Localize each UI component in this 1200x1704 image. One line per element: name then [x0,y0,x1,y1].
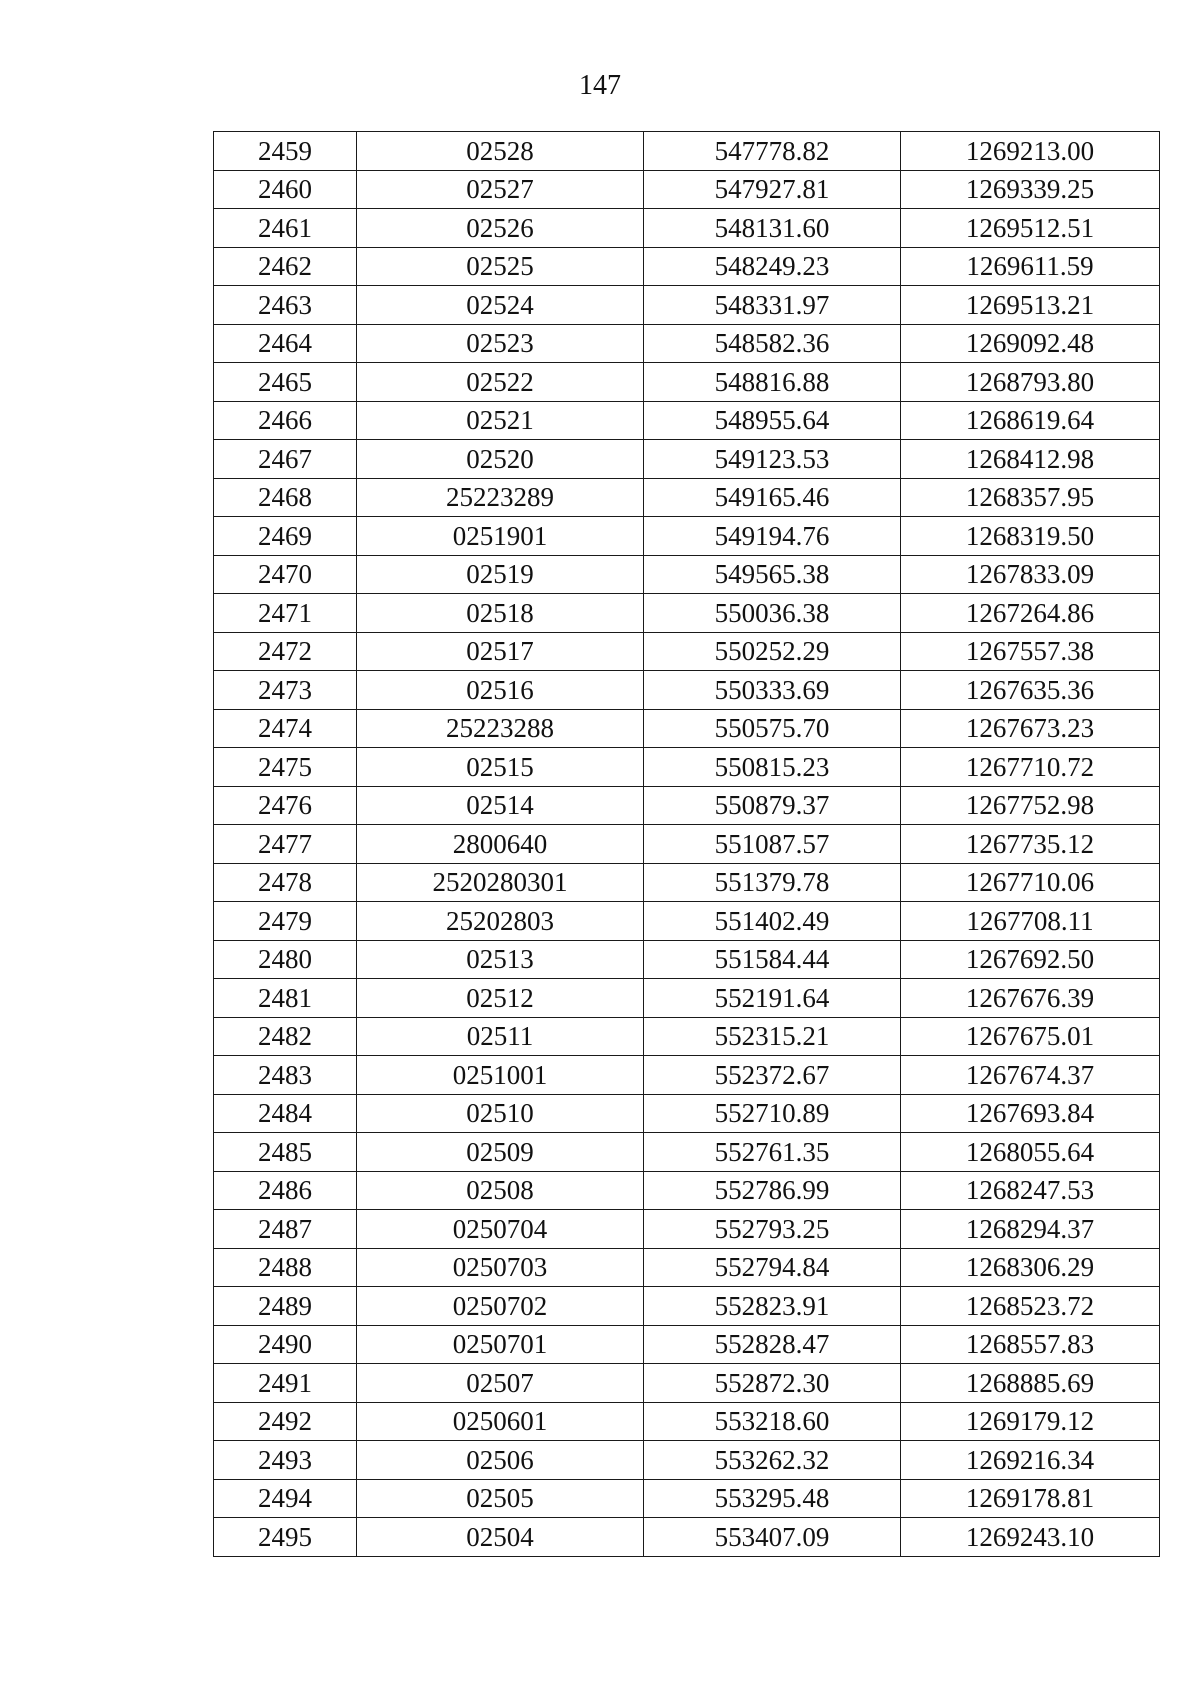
y-coordinate-cell: 1269179.12 [901,1402,1160,1441]
x-coordinate-cell: 551087.57 [644,825,901,864]
y-coordinate-cell: 1267635.36 [901,671,1160,710]
row-number-cell: 2473 [214,671,357,710]
x-coordinate-cell: 552828.47 [644,1325,901,1364]
table-row [214,1210,1160,1249]
row-number-cell: 2478 [214,863,357,902]
y-coordinate-cell: 1267752.98 [901,786,1160,825]
y-coordinate-cell: 1269513.21 [901,286,1160,325]
point-id-cell: 0250701 [357,1325,644,1364]
table-row [214,286,1160,325]
y-coordinate-cell: 1267557.38 [901,632,1160,671]
row-number-cell: 2482 [214,1017,357,1056]
x-coordinate-cell: 552793.25 [644,1210,901,1249]
point-id-cell: 02507 [357,1364,644,1403]
row-number-cell: 2485 [214,1133,357,1172]
table-row [214,748,1160,787]
table-row [214,440,1160,479]
x-coordinate-cell: 552191.64 [644,979,901,1018]
row-number-cell: 2484 [214,1094,357,1133]
x-coordinate-cell: 550879.37 [644,786,901,825]
x-coordinate-cell: 548955.64 [644,401,901,440]
row-number-cell: 2492 [214,1402,357,1441]
row-number-cell: 2479 [214,902,357,941]
row-number-cell: 2475 [214,748,357,787]
x-coordinate-cell: 549194.76 [644,517,901,556]
row-number-cell: 2480 [214,940,357,979]
point-id-cell: 02517 [357,632,644,671]
table-row [214,1479,1160,1518]
row-number-cell: 2461 [214,209,357,248]
point-id-cell: 02526 [357,209,644,248]
table-row [214,1402,1160,1441]
y-coordinate-cell: 1269092.48 [901,324,1160,363]
table-row [214,594,1160,633]
y-coordinate-cell: 1268557.83 [901,1325,1160,1364]
row-number-cell: 2470 [214,555,357,594]
y-coordinate-cell: 1269611.59 [901,247,1160,286]
x-coordinate-cell: 552794.84 [644,1248,901,1287]
point-id-cell: 02527 [357,170,644,209]
point-id-cell: 02525 [357,247,644,286]
x-coordinate-cell: 553295.48 [644,1479,901,1518]
row-number-cell: 2493 [214,1441,357,1480]
x-coordinate-cell: 548131.60 [644,209,901,248]
table-row [214,1056,1160,1095]
x-coordinate-cell: 549123.53 [644,440,901,479]
x-coordinate-cell: 548582.36 [644,324,901,363]
x-coordinate-cell: 552761.35 [644,1133,901,1172]
table-row [214,1094,1160,1133]
x-coordinate-cell: 550252.29 [644,632,901,671]
table-row [214,1133,1160,1172]
point-id-cell: 02514 [357,786,644,825]
y-coordinate-cell: 1268793.80 [901,363,1160,402]
table-row [214,1364,1160,1403]
point-id-cell: 02512 [357,979,644,1018]
table-row [214,1287,1160,1326]
x-coordinate-cell: 550575.70 [644,709,901,748]
y-coordinate-cell: 1268523.72 [901,1287,1160,1326]
row-number-cell: 2459 [214,132,357,171]
x-coordinate-cell: 552372.67 [644,1056,901,1095]
x-coordinate-cell: 552786.99 [644,1171,901,1210]
x-coordinate-cell: 552710.89 [644,1094,901,1133]
table-row [214,1441,1160,1480]
row-number-cell: 2460 [214,170,357,209]
y-coordinate-cell: 1267708.11 [901,902,1160,941]
table-row [214,132,1160,171]
point-id-cell: 02506 [357,1441,644,1480]
page-number: 147 [579,70,621,101]
y-coordinate-cell: 1268306.29 [901,1248,1160,1287]
x-coordinate-cell: 547927.81 [644,170,901,209]
row-number-cell: 2469 [214,517,357,556]
x-coordinate-cell: 551402.49 [644,902,901,941]
table-row [214,1171,1160,1210]
y-coordinate-cell: 1269178.81 [901,1479,1160,1518]
row-number-cell: 2494 [214,1479,357,1518]
x-coordinate-cell: 550815.23 [644,748,901,787]
table-row [214,786,1160,825]
table-row [214,940,1160,979]
point-id-cell: 0250704 [357,1210,644,1249]
row-number-cell: 2476 [214,786,357,825]
y-coordinate-cell: 1268247.53 [901,1171,1160,1210]
table-row [214,1017,1160,1056]
x-coordinate-cell: 552823.91 [644,1287,901,1326]
y-coordinate-cell: 1268055.64 [901,1133,1160,1172]
y-coordinate-cell: 1268319.50 [901,517,1160,556]
table-row [214,324,1160,363]
row-number-cell: 2495 [214,1518,357,1557]
y-coordinate-cell: 1268294.37 [901,1210,1160,1249]
x-coordinate-cell: 552315.21 [644,1017,901,1056]
y-coordinate-cell: 1269213.00 [901,132,1160,171]
point-id-cell: 02524 [357,286,644,325]
point-id-cell: 02522 [357,363,644,402]
point-id-cell: 02523 [357,324,644,363]
x-coordinate-cell: 550036.38 [644,594,901,633]
row-number-cell: 2488 [214,1248,357,1287]
y-coordinate-cell: 1267710.72 [901,748,1160,787]
table-row [214,170,1160,209]
point-id-cell: 25223288 [357,709,644,748]
x-coordinate-cell: 548816.88 [644,363,901,402]
row-number-cell: 2481 [214,979,357,1018]
point-id-cell: 02508 [357,1171,644,1210]
y-coordinate-cell: 1268357.95 [901,478,1160,517]
table-row [214,1248,1160,1287]
x-coordinate-cell: 551379.78 [644,863,901,902]
point-id-cell: 02516 [357,671,644,710]
x-coordinate-cell: 549165.46 [644,478,901,517]
y-coordinate-cell: 1267676.39 [901,979,1160,1018]
x-coordinate-cell: 553407.09 [644,1518,901,1557]
y-coordinate-cell: 1268412.98 [901,440,1160,479]
point-id-cell: 0250702 [357,1287,644,1326]
y-coordinate-cell: 1267673.23 [901,709,1160,748]
row-number-cell: 2464 [214,324,357,363]
point-id-cell: 2520280301 [357,863,644,902]
table-row [214,709,1160,748]
y-coordinate-cell: 1267674.37 [901,1056,1160,1095]
x-coordinate-cell: 549565.38 [644,555,901,594]
y-coordinate-cell: 1269339.25 [901,170,1160,209]
point-id-cell: 02504 [357,1518,644,1557]
table-row [214,632,1160,671]
row-number-cell: 2474 [214,709,357,748]
row-number-cell: 2467 [214,440,357,479]
table-row [214,902,1160,941]
row-number-cell: 2472 [214,632,357,671]
point-id-cell: 02505 [357,1479,644,1518]
row-number-cell: 2489 [214,1287,357,1326]
coordinates-table [213,131,1160,1557]
y-coordinate-cell: 1268885.69 [901,1364,1160,1403]
point-id-cell: 02528 [357,132,644,171]
row-number-cell: 2468 [214,478,357,517]
coordinates-table-body [214,132,1160,1557]
row-number-cell: 2462 [214,247,357,286]
point-id-cell: 02519 [357,555,644,594]
row-number-cell: 2477 [214,825,357,864]
row-number-cell: 2490 [214,1325,357,1364]
x-coordinate-cell: 551584.44 [644,940,901,979]
point-id-cell: 2800640 [357,825,644,864]
table-row [214,247,1160,286]
point-id-cell: 25202803 [357,902,644,941]
row-number-cell: 2466 [214,401,357,440]
point-id-cell: 0251001 [357,1056,644,1095]
row-number-cell: 2486 [214,1171,357,1210]
y-coordinate-cell: 1267264.86 [901,594,1160,633]
point-id-cell: 0250703 [357,1248,644,1287]
table-row [214,209,1160,248]
point-id-cell: 02513 [357,940,644,979]
point-id-cell: 02511 [357,1017,644,1056]
x-coordinate-cell: 550333.69 [644,671,901,710]
x-coordinate-cell: 553218.60 [644,1402,901,1441]
row-number-cell: 2491 [214,1364,357,1403]
table-row [214,825,1160,864]
y-coordinate-cell: 1268619.64 [901,401,1160,440]
point-id-cell: 25223289 [357,478,644,517]
table-row [214,863,1160,902]
point-id-cell: 02510 [357,1094,644,1133]
point-id-cell: 02520 [357,440,644,479]
row-number-cell: 2487 [214,1210,357,1249]
point-id-cell: 02509 [357,1133,644,1172]
point-id-cell: 0250601 [357,1402,644,1441]
row-number-cell: 2463 [214,286,357,325]
y-coordinate-cell: 1269512.51 [901,209,1160,248]
row-number-cell: 2483 [214,1056,357,1095]
x-coordinate-cell: 553262.32 [644,1441,901,1480]
x-coordinate-cell: 548331.97 [644,286,901,325]
point-id-cell: 02518 [357,594,644,633]
table-row [214,1325,1160,1364]
x-coordinate-cell: 552872.30 [644,1364,901,1403]
y-coordinate-cell: 1267710.06 [901,863,1160,902]
point-id-cell: 0251901 [357,517,644,556]
table-row [214,517,1160,556]
table-row [214,478,1160,517]
table-row [214,979,1160,1018]
row-number-cell: 2465 [214,363,357,402]
y-coordinate-cell: 1269243.10 [901,1518,1160,1557]
y-coordinate-cell: 1267693.84 [901,1094,1160,1133]
y-coordinate-cell: 1267675.01 [901,1017,1160,1056]
y-coordinate-cell: 1269216.34 [901,1441,1160,1480]
table-row [214,1518,1160,1557]
x-coordinate-cell: 547778.82 [644,132,901,171]
table-row [214,555,1160,594]
table-row [214,363,1160,402]
x-coordinate-cell: 548249.23 [644,247,901,286]
point-id-cell: 02521 [357,401,644,440]
y-coordinate-cell: 1267833.09 [901,555,1160,594]
table-row [214,671,1160,710]
point-id-cell: 02515 [357,748,644,787]
y-coordinate-cell: 1267735.12 [901,825,1160,864]
y-coordinate-cell: 1267692.50 [901,940,1160,979]
table-row [214,401,1160,440]
row-number-cell: 2471 [214,594,357,633]
